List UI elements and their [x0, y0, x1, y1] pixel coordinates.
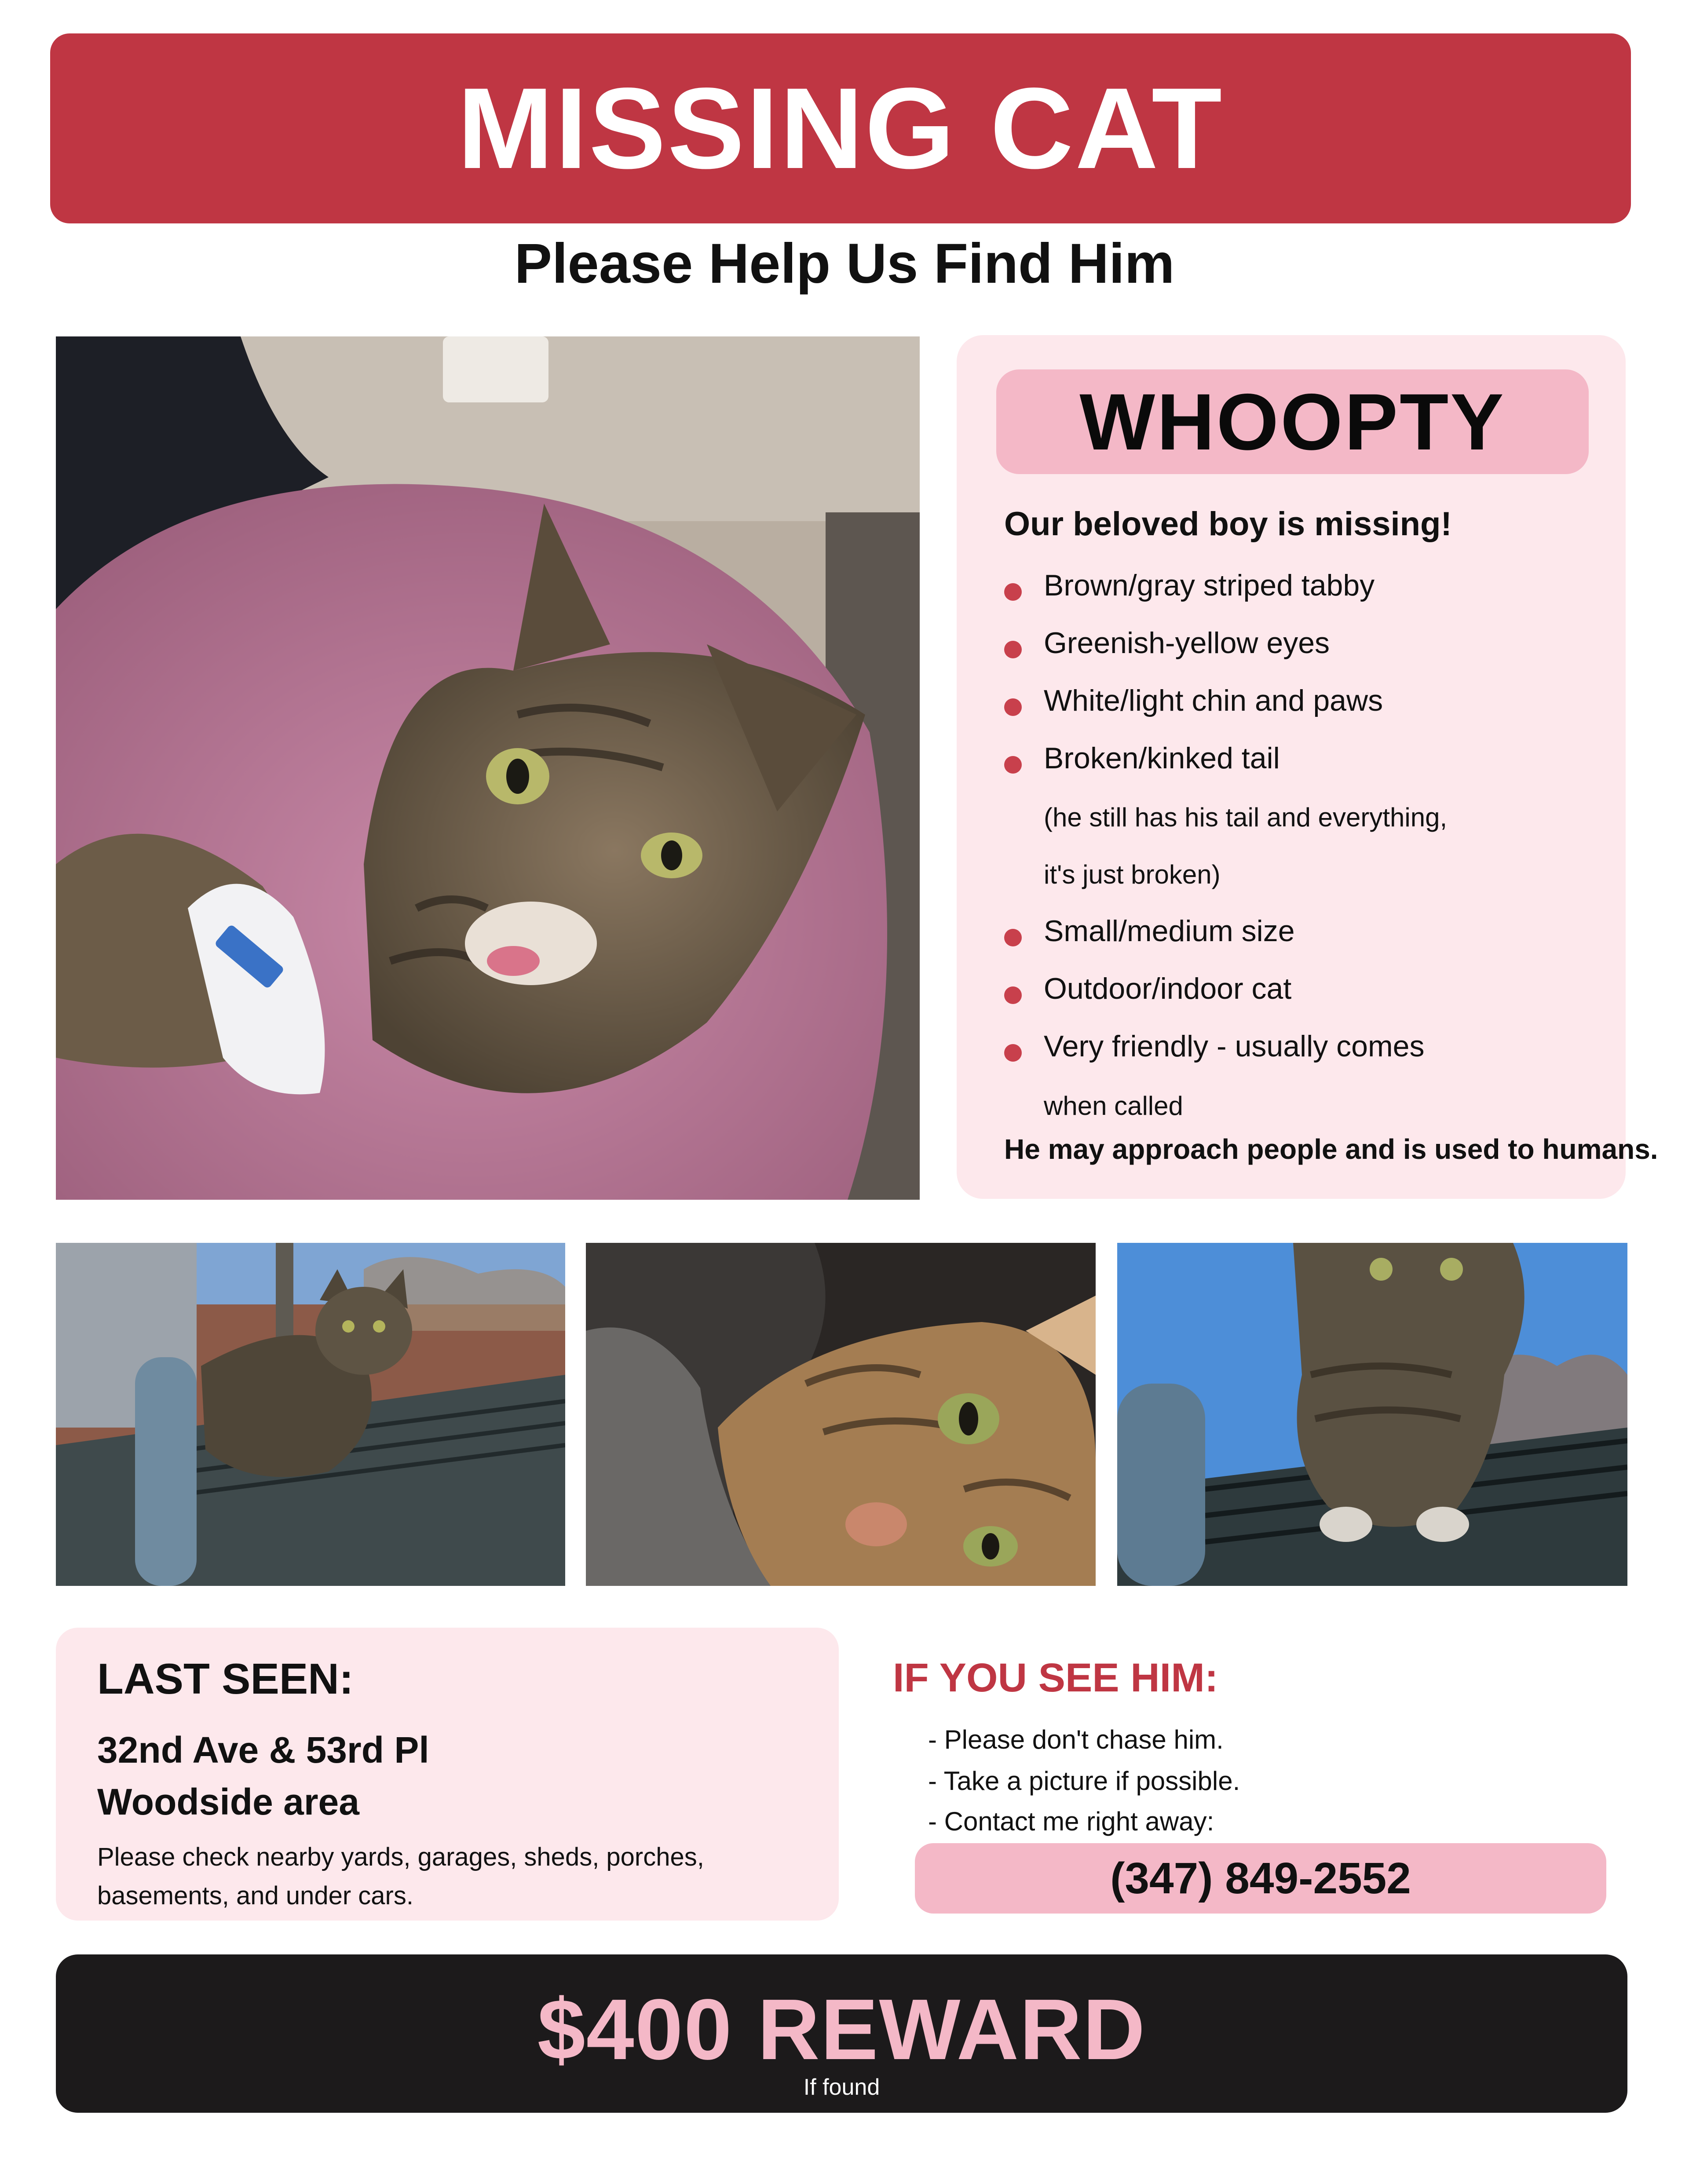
- feature-item: Very friendly - usually comes: [1044, 1030, 1425, 1063]
- closing-statement: He may approach people and is used to humans.: [1004, 1133, 1658, 1165]
- title-banner: [50, 33, 1631, 223]
- last-seen-note: Please check nearby yards, garages, sheds, porches, basements, and under cars.: [97, 1843, 704, 1910]
- bullet-dot: [1004, 698, 1022, 716]
- feature-item: Brown/gray striped tabby: [1044, 569, 1375, 602]
- reward-amount: $400 REWARD: [537, 1981, 1146, 2078]
- friendly-note: when called: [1044, 1091, 1183, 1121]
- reward-banner: [56, 1954, 1627, 2113]
- feature-item: White/light chin and paws: [1044, 684, 1383, 717]
- tail-note: it's just broken): [1044, 860, 1221, 889]
- last-seen-location: 32nd Ave & 53rd Pl: [97, 1729, 429, 1771]
- last-seen-heading: LAST SEEN:: [97, 1654, 354, 1703]
- last-seen-panel: [56, 1628, 839, 1921]
- page-subtitle: Please Help Us Find Him: [514, 232, 1175, 295]
- page-title: MISSING CAT: [457, 64, 1224, 193]
- if-you-see-him-section: [891, 1628, 1639, 1921]
- bullet-dot: [1004, 756, 1022, 774]
- phone-number[interactable]: (347) 849-2552: [1110, 1853, 1411, 1903]
- bullet-dot: [1004, 986, 1022, 1004]
- last-seen-area: Woodside area: [97, 1781, 359, 1822]
- bullet-dot: [1004, 929, 1022, 946]
- feature-item: Broken/kinked tail: [1044, 741, 1280, 775]
- bullet-dot: [1004, 583, 1022, 601]
- instruction-item: - Take a picture if possible.: [928, 1766, 1240, 1796]
- reward-condition: If found: [803, 2074, 880, 2100]
- feature-item: Outdoor/indoor cat: [1044, 972, 1292, 1005]
- main-cat-photo: [56, 336, 920, 1200]
- cat-name: WHOOPTY: [1079, 377, 1506, 467]
- cat-name-badge: [996, 369, 1589, 474]
- description-intro: Our beloved boy is missing!: [1004, 505, 1452, 543]
- cat-on-fence-photo: [56, 1243, 565, 1586]
- phone-badge: [915, 1843, 1606, 1914]
- instruction-item: - Please don't chase him.: [928, 1725, 1224, 1754]
- tail-note: (he still has his tail and everything,: [1044, 803, 1448, 832]
- feature-item: Greenish-yellow eyes: [1044, 626, 1330, 660]
- if-you-see-him-heading: IF YOU SEE HIM:: [893, 1655, 1218, 1700]
- cat-on-fence-sky-photo: [1117, 1243, 1627, 1586]
- bullet-dot: [1004, 641, 1022, 658]
- instruction-item: - Contact me right away:: [928, 1807, 1214, 1836]
- bullet-dot: [1004, 1044, 1022, 1062]
- description-panel: [957, 335, 1626, 1199]
- cat-closeup-photo: [586, 1243, 1096, 1586]
- feature-item: Small/medium size: [1044, 914, 1295, 948]
